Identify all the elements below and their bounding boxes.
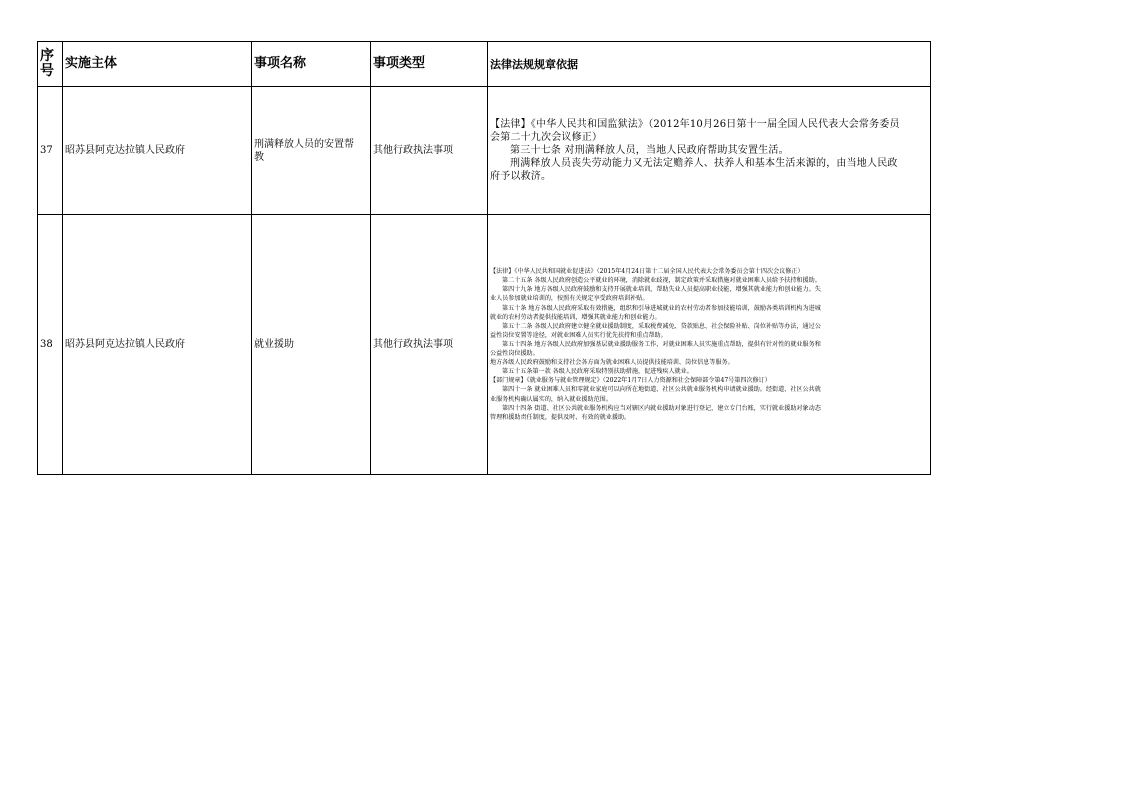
row-legal-basis — [488, 87, 931, 215]
legal-line: 第五十条 地方各级人民政府采取有效措施，组织和引导进城就业的农村劳动者参加技能培训，鼓励各类培训机构为进城 — [502, 304, 821, 312]
row-item-name-text: 刑满释放人员的安置帮教 — [254, 138, 354, 163]
legal-line: 【部门规章】《就业服务与就业管理规定》（2022年1月7日人力资源和社会保障部令第47号第四次修订） — [490, 377, 771, 385]
header-index: 序号 — [38, 42, 63, 87]
table-row — [38, 215, 931, 475]
legal-line: 公益性岗位援助。 — [490, 350, 539, 358]
legal-line: 第五十四条 地方各级人民政府加强基层就业援助服务工作，对就业困难人员实施重点帮助，提供有针对性的就业服务和 — [502, 340, 821, 348]
row-item-name — [252, 87, 371, 215]
legal-line: 第四十一条 就业困难人员和零就业家庭可以向所在地街道、社区公共就业服务机构申请就业援助。经街道、社区公共就 — [502, 386, 821, 394]
header-entity: 实施主体 — [63, 42, 252, 87]
legal-line: 第二十五条 各级人民政府创造公平就业的环境，消除就业歧视，制定政策并采取措施对就业困难人员给予扶持和援助。 — [502, 277, 821, 285]
row-index: 38 — [38, 215, 63, 475]
legal-line: 业服务机构确认属实的，纳入就业援助范围。 — [490, 395, 612, 403]
header-item-type: 事项类型 — [371, 42, 488, 87]
row-entity: 昭苏县阿克达拉镇人民政府 — [63, 87, 252, 215]
legal-line: 业人员参加就业培训的，按照有关规定享受政府培训补贴。 — [490, 295, 649, 303]
row-item-name: 就业援助 — [252, 215, 371, 475]
row-item-type: 其他行政执法事项 — [371, 215, 488, 475]
legal-line: 第五十二条 各级人民政府建立健全就业援助制度，采取税费减免、贷款贴息、社会保险补贴、岗位补贴等办法，通过公 — [502, 322, 821, 330]
legal-line: 第四十九条 地方各级人民政府鼓励和支持开展就业培训，帮助失业人员提高职业技能，增强其就业能力和创业能力。失 — [502, 286, 821, 294]
header-row — [38, 42, 931, 87]
legal-basis-table — [37, 41, 931, 475]
header-item-name: 事项名称 — [252, 42, 371, 87]
legal-line: 地方各级人民政府鼓励和支持社会各方面为就业困难人员提供技能培训、岗位信息等服务。 — [490, 359, 734, 367]
legal-line: 管理和援助责任制度，提供及时、有效的就业援助。 — [490, 413, 631, 421]
legal-line: 就业的农村劳动者提供技能培训，增强其就业能力和创业能力。 — [490, 313, 661, 321]
legal-line: 府予以救济。 — [490, 171, 552, 182]
row-item-type: 其他行政执法事项 — [371, 87, 488, 215]
legal-line: 【法律】《中华人民共和国就业促进法》（2015年4月24日第十二届全国人民代表大会常务委员会第十四次会议修正） — [490, 268, 804, 276]
legal-line: 【法律】《中华人民共和国监狱法》（2012年10月26日第十一届全国人民代表大会常务委员 — [490, 119, 900, 130]
header-legal-basis: 法律法规规章依据 — [488, 42, 931, 87]
legal-line: 刑满释放人员丧失劳动能力又无法定赡养人、扶养人和基本生活来源的，由当地人民政 — [510, 158, 898, 169]
legal-line: 益性岗位安置等途径，对就业困难人员实行优先扶持和重点帮助。 — [490, 331, 667, 339]
row-legal-basis — [488, 215, 931, 475]
row-entity: 昭苏县阿克达拉镇人民政府 — [63, 215, 252, 475]
row-index: 37 — [38, 87, 63, 215]
legal-line: 第四十四条 街道、社区公共就业服务机构应当对辖区内就业援助对象进行登记，建立专门台账，实行就业援助对象动态 — [502, 404, 821, 412]
legal-line: 第三十七条 对刑满释放人员，当地人民政府帮助其安置生活。 — [510, 145, 789, 156]
table-row — [38, 87, 931, 215]
legal-line: 会第二十九次会议修正） — [490, 132, 603, 143]
legal-line: 第五十五条第一款 各级人民政府采取特别扶助措施，促进残疾人就业。 — [502, 368, 693, 376]
